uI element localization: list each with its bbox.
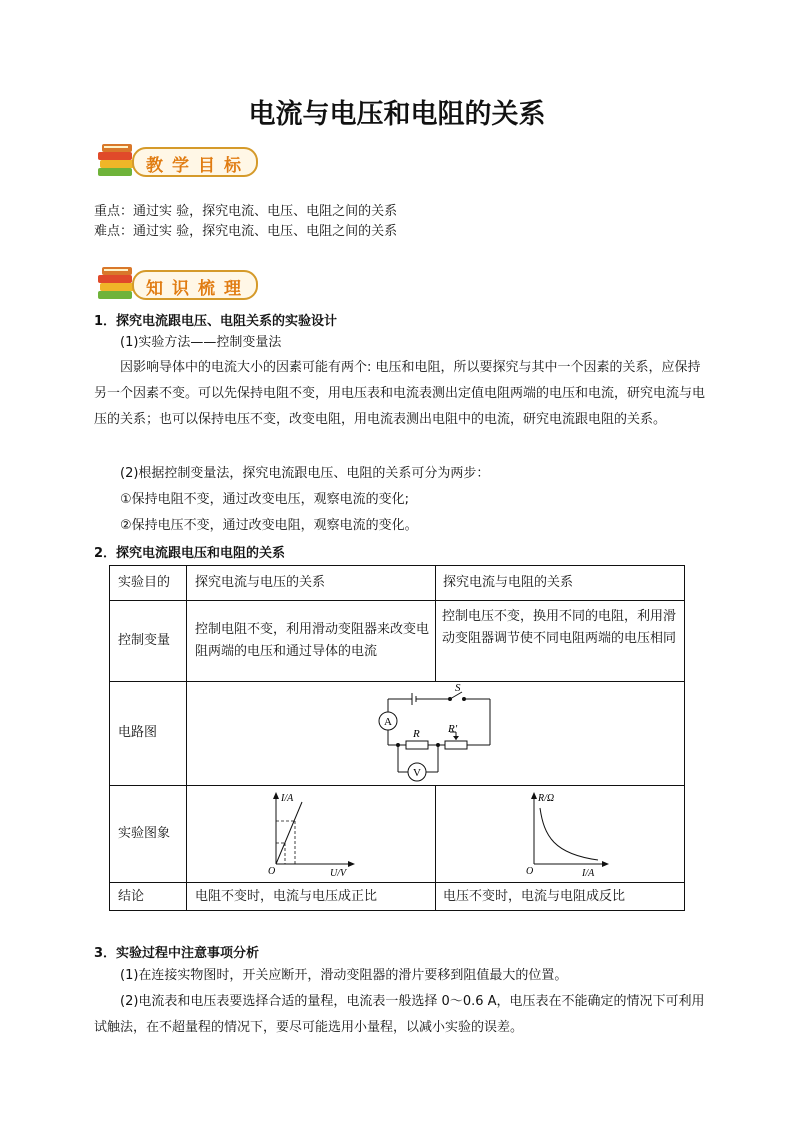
- banner-label: 教学目标: [146, 156, 250, 176]
- circuit-diagram: [370, 684, 500, 784]
- paragraph: (2)根据控制变量法，探究电流跟电压、电阻的关系可分为两步：: [120, 466, 490, 481]
- knowledge-banner: [96, 263, 258, 303]
- difficult-point: 难点：通过实 验，探究电流、电压、电阻之间的关系: [94, 224, 398, 239]
- graph2-origin: O: [526, 866, 534, 877]
- resistance-current-graph: [520, 788, 620, 880]
- paragraph: (2)电流表和电压表要选择合适的量程，电流表一般选择 0～0.6 A，电压表在不能确定的情况下可利用试触法，在不超量程的情况下，要尽可能选用小量程，以减小实验的误差。: [94, 994, 705, 1035]
- paragraph: ①保持电阻不变，通过改变电压，观察电流的变化;: [120, 492, 410, 507]
- key-point: 重点：通过实 验，探究电流、电压、电阻之间的关系: [94, 204, 398, 219]
- table-cell: 控制变量: [118, 633, 171, 648]
- table-cell: 控制电阻不变，利用滑动变阻器来改变电阻两端的电压和通过导体的电流: [195, 622, 430, 659]
- table-cell: 控制电压不变，换用不同的电阻，利用滑动变阻器调节使不同电阻两端的电压相同: [442, 609, 677, 646]
- table-cell: 电阻不变时，电流与电压成正比: [195, 889, 378, 904]
- section-heading: 1．探究电流跟电压、电阻关系的实验设计: [94, 314, 338, 329]
- graph1-origin: O: [268, 866, 276, 877]
- rheostat-label: R′: [448, 723, 458, 735]
- banner-label: 知识梳理: [146, 279, 250, 299]
- table-cell: 结论: [118, 889, 145, 904]
- table-cell: 探究电流与电阻的关系: [443, 575, 574, 590]
- page-title: 电流与电压和电阻的关系: [248, 99, 546, 130]
- graph1-ylabel: I/A: [281, 793, 294, 804]
- graph2-ylabel: R/Ω: [538, 793, 555, 804]
- paragraph: (1)在连接实物图时，开关应断开，滑动变阻器的滑片要移到阻值最大的位置。: [120, 968, 568, 983]
- paragraph: 因影响导体中的电流大小的因素可能有两个: 电压和电阻，所以要探究与其中一个因素的关系，应保持另一个因素不变。可以先保持电阻不变，用电压表和电流表测出定值电阻两端的电压和电流，研究电流与电压的关系；也可以保持电压不变，改变电阻，用电流表测出电阻中的电流，研究电流跟电阻的关系。: [94, 360, 706, 427]
- table-cell: 电压不变时，电流与电阻成反比: [443, 889, 626, 904]
- paragraph: (1)实验方法——控制变量法: [120, 335, 282, 350]
- table-cell: 实验目的: [118, 575, 171, 590]
- switch-label: S: [455, 684, 461, 694]
- section-heading: 2．探究电流跟电压和电阻的关系: [94, 546, 286, 561]
- section-heading: 3．实验过程中注意事项分析: [94, 946, 260, 961]
- graph2-xlabel: I/A: [582, 868, 595, 879]
- table-cell: 实验图象: [118, 826, 171, 841]
- table-cell: 电路图: [118, 725, 158, 740]
- ammeter-label: A: [384, 716, 392, 728]
- teaching-goals-banner: [96, 140, 258, 180]
- current-voltage-graph: [262, 788, 362, 880]
- graph1-xlabel: U/V: [330, 868, 347, 879]
- resistor-label: R: [413, 728, 420, 740]
- table-cell: 探究电流与电压的关系: [195, 575, 326, 590]
- paragraph: ②保持电压不变，通过改变电阻，观察电流的变化。: [120, 518, 418, 533]
- voltmeter-label: V: [413, 767, 421, 779]
